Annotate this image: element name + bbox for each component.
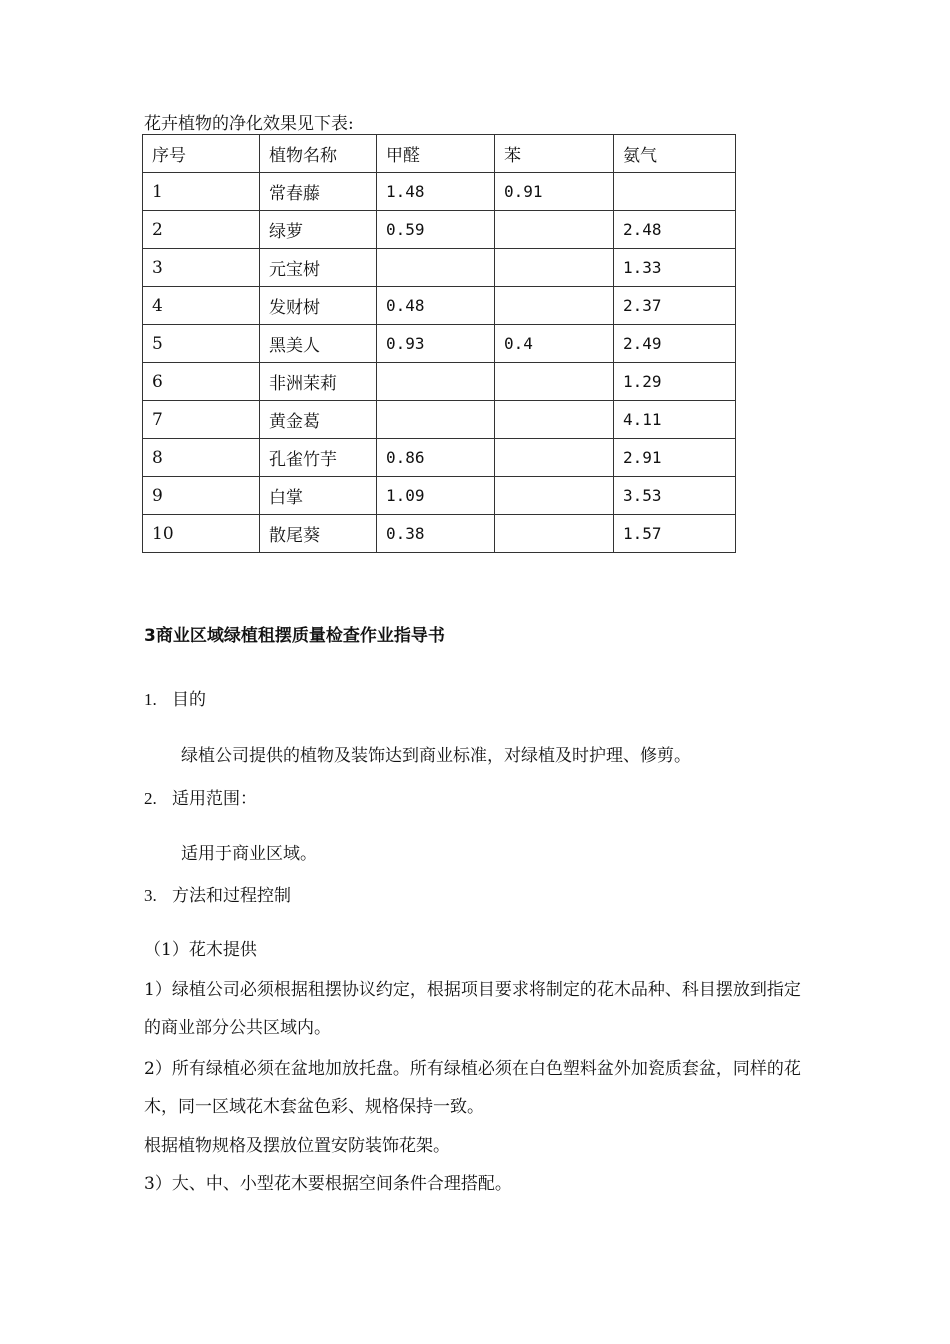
section-title: 3商业区域绿植租摆质量检查作业指导书 [144, 626, 445, 646]
table-cell: 6 [143, 363, 260, 401]
table-cell: 1.09 [377, 477, 495, 515]
table-cell: 7 [143, 401, 260, 439]
table-cell: 8 [143, 439, 260, 477]
table-cell: 0.91 [495, 173, 614, 211]
item-number: 2. [144, 789, 157, 808]
item-3 [144, 885, 291, 907]
table-cell [495, 515, 614, 553]
table-cell [377, 363, 495, 401]
table-cell: 白掌 [260, 477, 377, 515]
table-cell: 0.38 [377, 515, 495, 553]
table-cell: 9 [143, 477, 260, 515]
table-cell: 3.53 [614, 477, 736, 515]
item-number: 1. [144, 690, 157, 709]
table-row [143, 325, 736, 363]
table-cell: 0.4 [495, 325, 614, 363]
table-cell: 0.86 [377, 439, 495, 477]
table-cell [377, 401, 495, 439]
item-1-paragraph: 绿植公司提供的植物及装饰达到商业标准，对绿植及时护理、修剪。 [181, 746, 691, 766]
table-cell: 孔雀竹芋 [260, 439, 377, 477]
header-cell: 苯 [495, 135, 614, 173]
table-row [143, 477, 736, 515]
table-row [143, 211, 736, 249]
header-cell: 序号 [143, 135, 260, 173]
table-cell: 发财树 [260, 287, 377, 325]
table-cell: 2.91 [614, 439, 736, 477]
table-cell: 2.49 [614, 325, 736, 363]
table-cell [495, 249, 614, 287]
table-cell: 2 [143, 211, 260, 249]
table-row [143, 173, 736, 211]
item-2-paragraph: 适用于商业区域。 [181, 844, 317, 864]
table-row [143, 515, 736, 553]
table-cell: 4 [143, 287, 260, 325]
table-cell: 2.48 [614, 211, 736, 249]
table-cell: 4.11 [614, 401, 736, 439]
subsection-title: （1）花木提供 [144, 940, 257, 960]
table-cell: 2.37 [614, 287, 736, 325]
table-header-row [143, 135, 736, 173]
table-cell [495, 477, 614, 515]
header-cell: 氨气 [614, 135, 736, 173]
paragraph-2: 2）所有绿植必须在盆地加放托盘。所有绿植必须在白色塑料盆外加瓷质套盆，同样的花木，同一区域花木套盆色彩、规格保持一致。 [144, 1059, 801, 1117]
table-cell [495, 401, 614, 439]
table-cell: 1.48 [377, 173, 495, 211]
header-cell: 甲醛 [377, 135, 495, 173]
item-label: 目的 [172, 690, 206, 710]
table-cell: 0.93 [377, 325, 495, 363]
table-cell: 黑美人 [260, 325, 377, 363]
table-row [143, 439, 736, 477]
table-cell: 常春藤 [260, 173, 377, 211]
table-cell: 黄金葛 [260, 401, 377, 439]
item-1 [144, 689, 206, 711]
table-caption: 花卉植物的净化效果见下表: [144, 114, 354, 134]
table-row [143, 363, 736, 401]
table-cell: 散尾葵 [260, 515, 377, 553]
table-cell: 元宝树 [260, 249, 377, 287]
table-cell [614, 173, 736, 211]
paragraph-2b: 根据植物规格及摆放位置安防装饰花架。 [144, 1136, 450, 1156]
table-row [143, 249, 736, 287]
paragraph-1: 1）绿植公司必须根据租摆协议约定，根据项目要求将制定的花木品种、科目摆放到指定的商业部分公共区域内。 [144, 980, 801, 1038]
table-cell: 1 [143, 173, 260, 211]
table-cell [495, 287, 614, 325]
table-cell [495, 439, 614, 477]
item-number: 3. [144, 886, 157, 905]
item-2 [144, 788, 257, 810]
paragraph-3: 3）大、中、小型花木要根据空间条件合理搭配。 [144, 1174, 512, 1194]
table-cell [495, 211, 614, 249]
plant-purification-table [142, 134, 736, 553]
table-cell: 1.57 [614, 515, 736, 553]
table-cell: 1.33 [614, 249, 736, 287]
header-cell: 植物名称 [260, 135, 377, 173]
table-cell [377, 249, 495, 287]
table-cell [495, 363, 614, 401]
table-row [143, 401, 736, 439]
table-cell: 0.48 [377, 287, 495, 325]
table-cell: 10 [143, 515, 260, 553]
table-cell: 3 [143, 249, 260, 287]
table-cell: 5 [143, 325, 260, 363]
table-cell: 0.59 [377, 211, 495, 249]
item-label: 方法和过程控制 [172, 886, 291, 906]
table-row [143, 287, 736, 325]
table-cell: 非洲茉莉 [260, 363, 377, 401]
item-label: 适用范围： [172, 789, 257, 809]
table-cell: 1.29 [614, 363, 736, 401]
table-cell: 绿萝 [260, 211, 377, 249]
